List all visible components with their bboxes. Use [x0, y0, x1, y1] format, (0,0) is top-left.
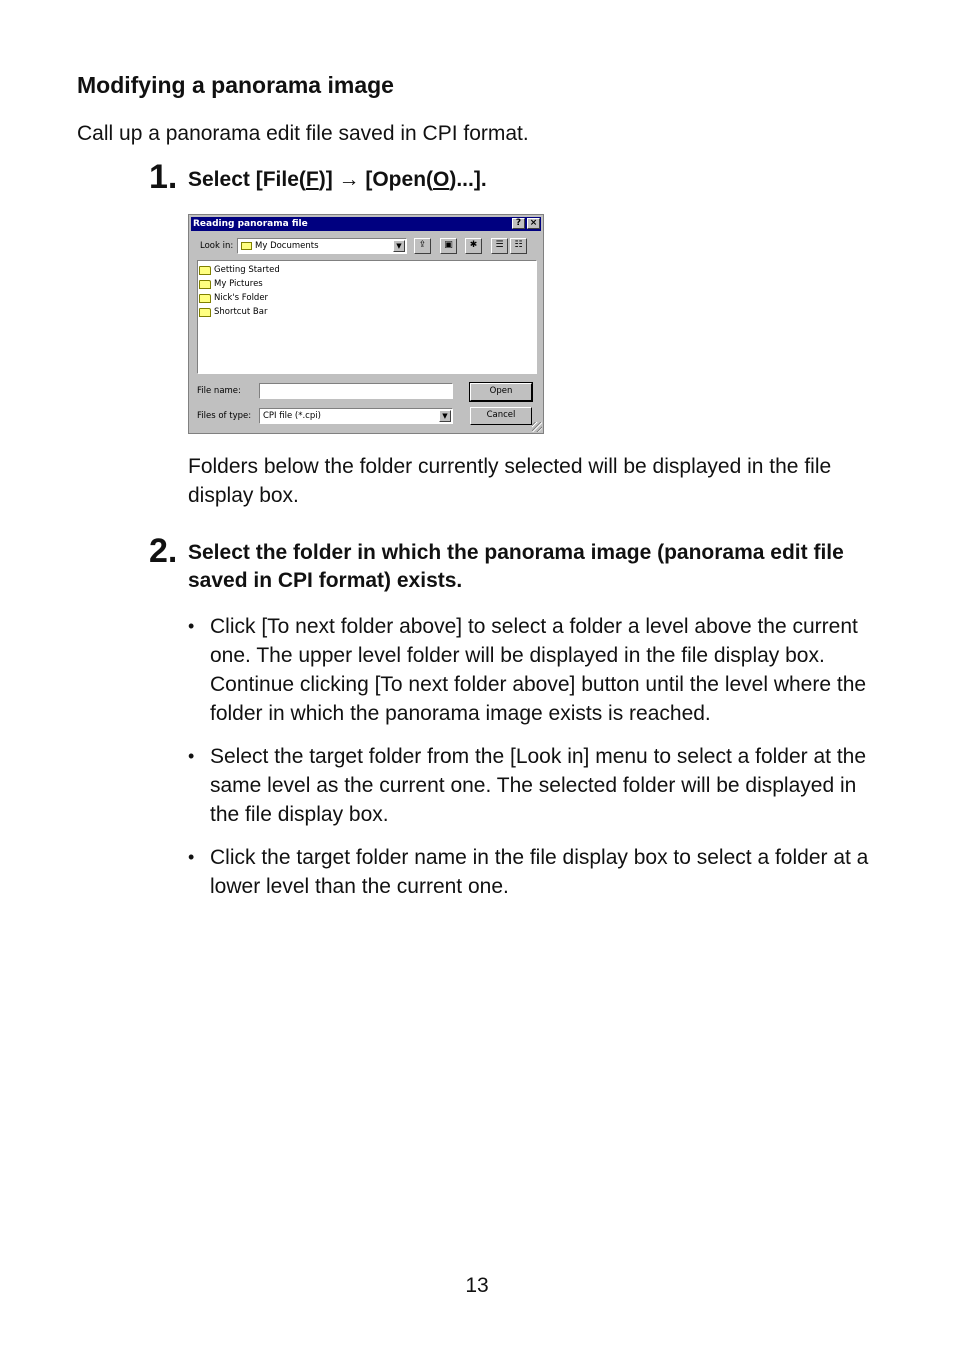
close-button[interactable]: × [527, 218, 540, 229]
chevron-down-icon[interactable]: ▼ [439, 410, 451, 422]
folder-icon [199, 266, 211, 275]
folder-icon [199, 308, 211, 317]
desktop-icon[interactable]: ▣ [440, 238, 457, 254]
file-name-label: File name: [197, 386, 241, 396]
step-1-note: Folders below the folder currently selected will be displayed in the file display box. [188, 455, 832, 507]
page-title: Modifying a panorama image [77, 72, 394, 98]
folder-icon [199, 294, 211, 303]
chevron-down-icon[interactable]: ▼ [393, 240, 405, 252]
list-view-icon[interactable]: ☰ [491, 238, 508, 254]
look-in-value: My Documents [255, 241, 319, 251]
files-of-type-value: CPI file (*.cpi) [263, 411, 321, 421]
bullet-item: • Click [To next folder above] to select a folder a level above the current one. The upper level folder will be displayed in the file display box. Continue clicking [To next folder above] button until the level where the folder in which the panorama image exists is reached. [188, 612, 888, 728]
file-name-input[interactable] [259, 383, 453, 399]
open-file-dialog [188, 214, 544, 434]
step-1-instruction: Select [File(F)] → [Open(O)...]. [188, 168, 487, 191]
page-number: 13 [465, 1274, 489, 1297]
open-button[interactable]: Open [470, 383, 532, 401]
cancel-button[interactable]: Cancel [470, 407, 532, 425]
files-of-type-label: Files of type: [197, 411, 252, 421]
look-in-label: Look in: [200, 241, 234, 251]
dialog-titlebar [191, 217, 541, 231]
details-view-icon[interactable]: ☷ [510, 238, 527, 254]
step-2-instruction: Select the folder in which the panorama image (panorama edit file saved in CPI format) exists. [188, 541, 844, 592]
up-one-level-icon[interactable]: ⇪ [414, 238, 431, 254]
list-item[interactable]: Getting Started [199, 263, 536, 277]
bullet-item: • Click the target folder name in the file display box to select a folder at a lower level than the current one. [188, 843, 888, 901]
my-documents-icon [241, 242, 252, 250]
intro-text: Call up a panorama edit file saved in CPI format. [77, 122, 529, 145]
bullet-item: • Select the target folder from the [Look in] menu to select a folder at the same level as the current one. The selected folder will be displayed in the file display box. [188, 742, 888, 829]
new-folder-icon[interactable]: ✱ [465, 238, 482, 254]
step-1-number: 1. [149, 158, 178, 196]
folder-icon [199, 280, 211, 289]
dialog-title: Reading panorama file [193, 219, 308, 229]
list-item[interactable]: My Pictures [199, 277, 536, 291]
look-in-select[interactable] [237, 238, 407, 254]
file-display-box[interactable] [197, 260, 537, 374]
step-2-number: 2. [149, 532, 178, 570]
resize-grip-icon[interactable] [532, 422, 542, 432]
files-of-type-select[interactable] [259, 408, 453, 424]
list-item[interactable]: Shortcut Bar [199, 305, 536, 319]
step-2-bullets [188, 612, 888, 915]
list-item[interactable]: Nick's Folder [199, 291, 536, 305]
help-button[interactable]: ? [512, 218, 525, 229]
